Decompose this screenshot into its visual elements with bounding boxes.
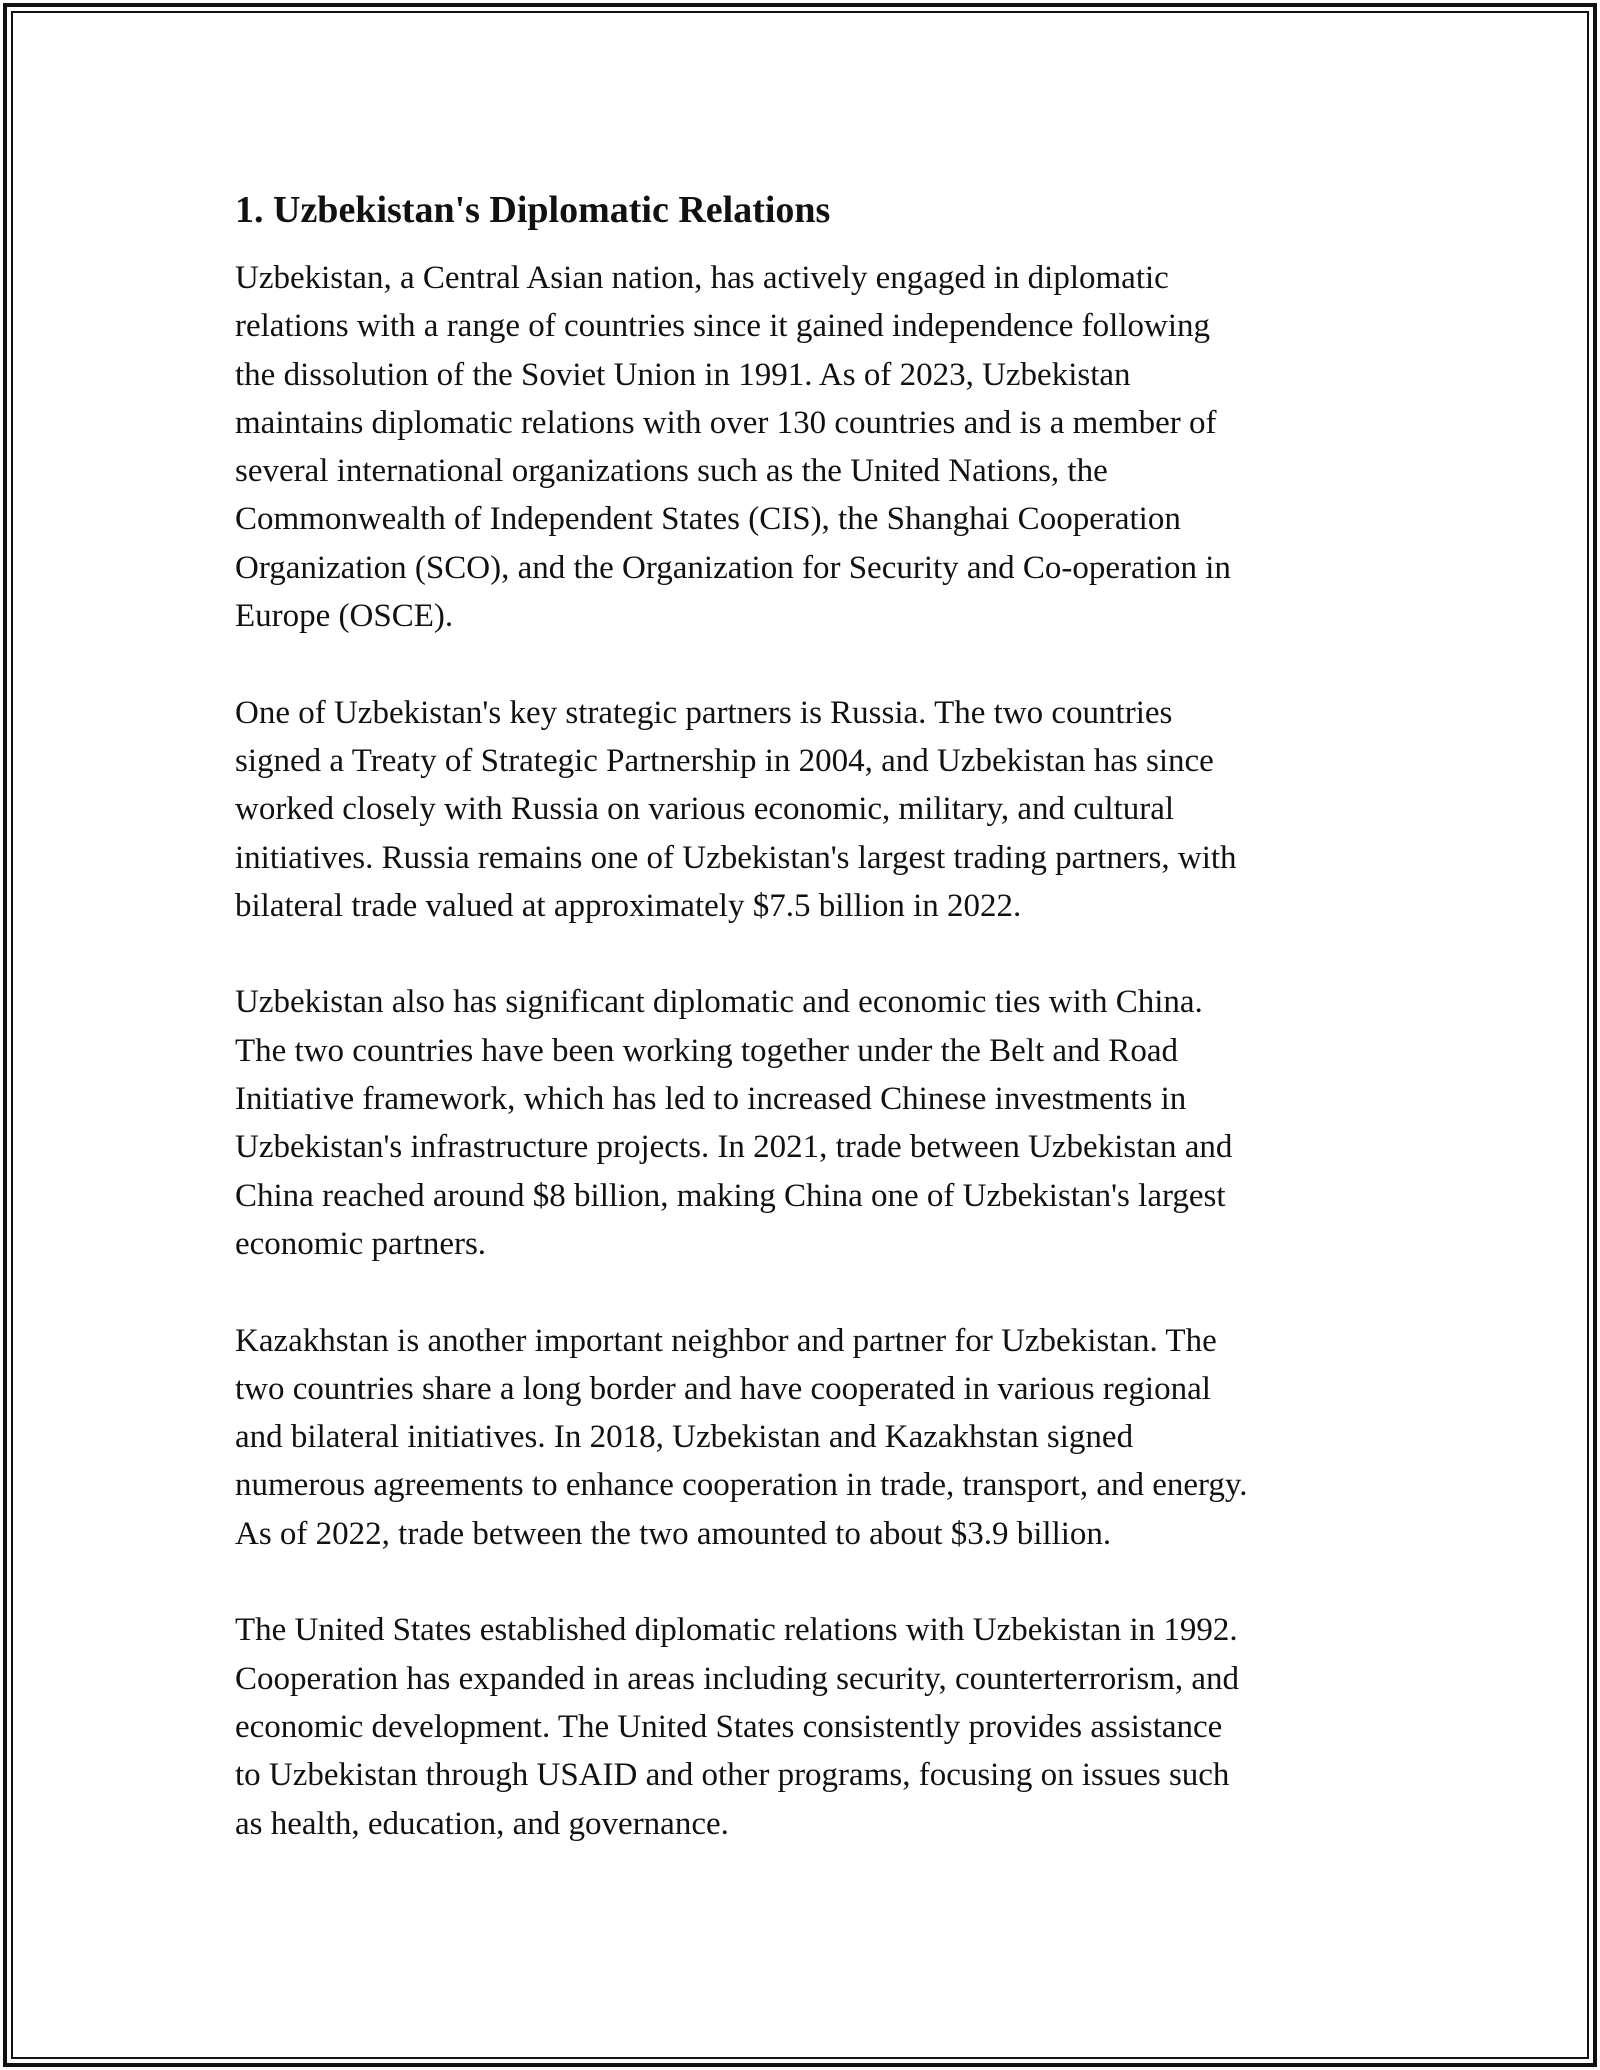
text-line: Initiative framework, which has led to increased Chinese investments in bbox=[235, 1081, 1187, 1118]
text-line: worked closely with Russia on various economic, military, and cultural bbox=[235, 791, 1175, 828]
text-line: signed a Treaty of Strategic Partnership in 2004, and Uzbekistan has since bbox=[235, 742, 1214, 779]
text-line: As of 2022, trade between the two amounted to about $3.9 billion. bbox=[235, 1515, 1112, 1552]
text-line: Kazakhstan is another important neighbor and partner for Uzbekistan. The bbox=[235, 1322, 1217, 1359]
paragraph-china bbox=[235, 978, 1375, 1268]
text-line: Organization (SCO), and the Organization for Security and Co-operation in bbox=[235, 549, 1231, 586]
text-line: and bilateral initiatives. In 2018, Uzbekistan and Kazakhstan signed bbox=[235, 1419, 1134, 1456]
section-title: 1. Uzbekistan's Diplomatic Relations bbox=[235, 189, 831, 231]
text-line: as health, education, and governance. bbox=[235, 1805, 729, 1842]
text-line: economic partners. bbox=[235, 1225, 487, 1262]
text-line: numerous agreements to enhance cooperation in trade, transport, and energy. bbox=[235, 1467, 1248, 1504]
text-line: initiatives. Russia remains one of Uzbekistan's largest trading partners, with bbox=[235, 839, 1237, 876]
text-line: to Uzbekistan through USAID and other programs, focusing on issues such bbox=[235, 1757, 1230, 1794]
text-line: two countries share a long border and have cooperated in various regional bbox=[235, 1370, 1211, 1407]
text-line: relations with a range of countries since it gained independence following bbox=[235, 308, 1211, 345]
paragraph-united-states bbox=[235, 1606, 1375, 1847]
text-line: the dissolution of the Soviet Union in 1991. As of 2023, Uzbekistan bbox=[235, 356, 1131, 393]
text-line: maintains diplomatic relations with over 130 countries and is a member of bbox=[235, 404, 1217, 441]
text-line: Cooperation has expanded in areas including security, counterterrorism, and bbox=[235, 1660, 1240, 1697]
paragraph-kazakhstan bbox=[235, 1317, 1375, 1558]
document-body bbox=[235, 186, 1375, 1896]
text-line: Europe (OSCE). bbox=[235, 598, 454, 635]
text-line: bilateral trade valued at approximately $7.5 billion in 2022. bbox=[235, 887, 1022, 924]
text-line: Commonwealth of Independent States (CIS), the Shanghai Cooperation bbox=[235, 501, 1181, 538]
text-line: One of Uzbekistan's key strategic partners is Russia. The two countries bbox=[235, 694, 1173, 731]
text-line: China reached around $8 billion, making China one of Uzbekistan's largest bbox=[235, 1177, 1226, 1214]
text-line: Uzbekistan, a Central Asian nation, has actively engaged in diplomatic bbox=[235, 260, 1169, 296]
text-line: The United States established diplomatic relations with Uzbekistan in 1992. bbox=[235, 1612, 1238, 1649]
text-line: several international organizations such as the United Nations, the bbox=[235, 453, 1108, 490]
paragraph-overview bbox=[235, 254, 1375, 640]
text-line: Uzbekistan also has significant diplomatic and economic ties with China. bbox=[235, 984, 1203, 1021]
paragraph-russia bbox=[235, 689, 1375, 930]
text-line: The two countries have been working together under the Belt and Road bbox=[235, 1032, 1178, 1069]
text-line: Uzbekistan's infrastructure projects. In 2021, trade between Uzbekistan and bbox=[235, 1129, 1233, 1166]
text-line: economic development. The United States consistently provides assistance bbox=[235, 1708, 1223, 1745]
